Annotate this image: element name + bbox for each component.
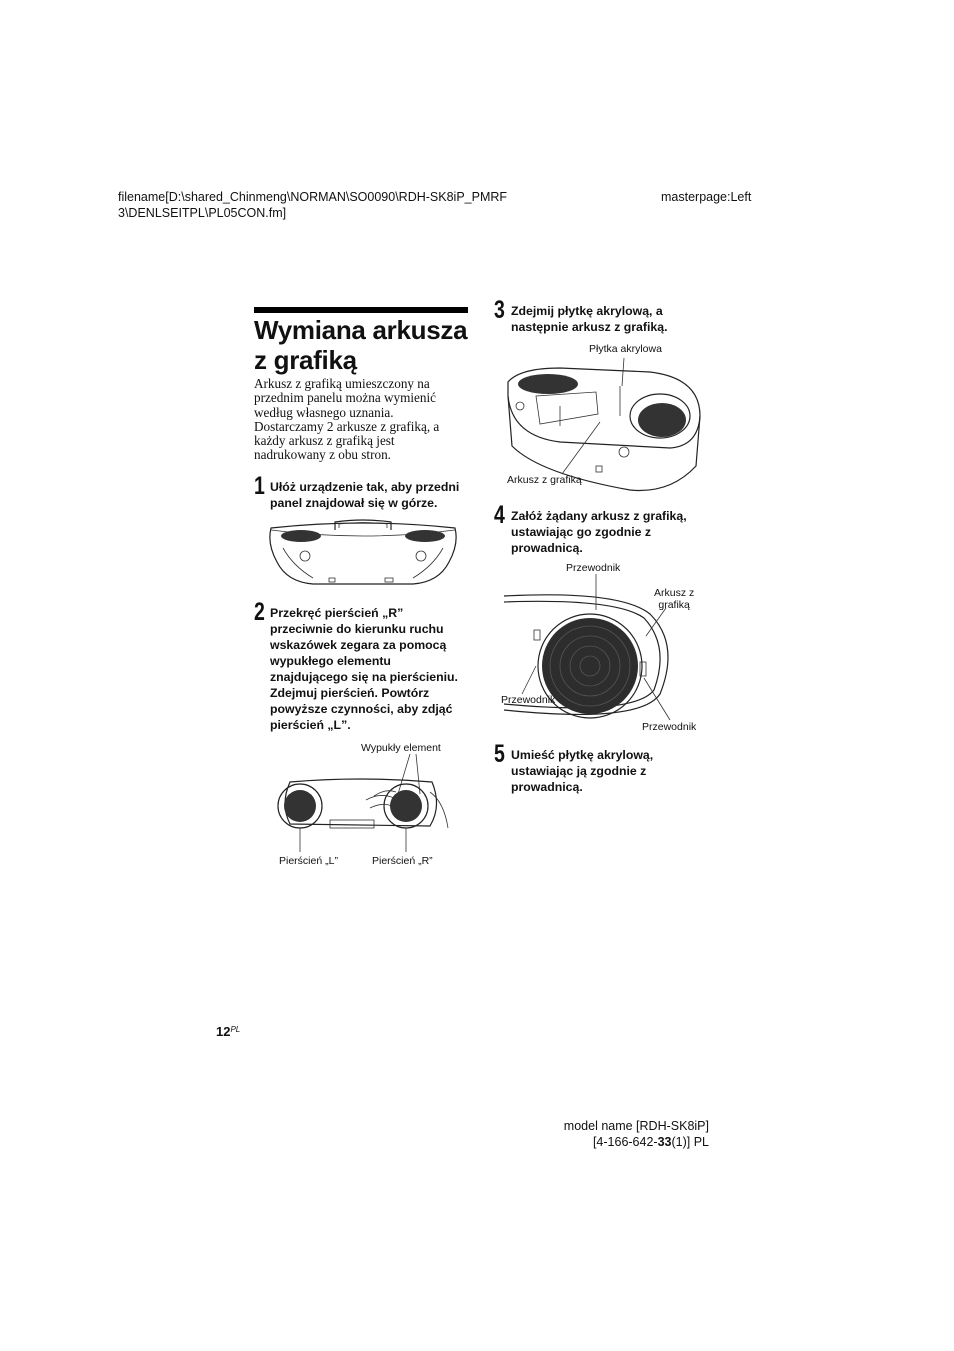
intro-line: Dostarczamy 2 arkusze z grafiką, a — [254, 418, 440, 434]
step-2-line: powyższe czynności, aby zdjąć — [270, 702, 453, 716]
step-1-number: 1 — [254, 472, 265, 500]
caption-sheet-line: grafiką — [658, 599, 690, 611]
step-2-number: 2 — [254, 598, 265, 626]
model-info — [540, 1118, 709, 1150]
page-language: PL — [230, 1025, 241, 1034]
step-3-line: Zdejmij płytkę akrylową, a — [511, 304, 663, 318]
caption-ring-l: Pierścień „L” — [279, 855, 338, 867]
intro-line: według własnego uznania. — [254, 404, 394, 420]
step-5-line: prowadnicą. — [511, 780, 583, 794]
title-line-1: Wymiana arkusza — [254, 315, 468, 345]
step-4-line: prowadnicą. — [511, 541, 583, 555]
caption-raised-element: Wypukły element — [361, 742, 441, 754]
caption-guide-left: Przewodnik — [501, 694, 556, 706]
step-1-line: panel znajdował się w górze. — [270, 496, 438, 510]
model-code — [540, 1134, 709, 1150]
title-line-2: z grafiką — [254, 345, 357, 375]
step-5-line: ustawiając ją zgodnie z — [511, 764, 647, 778]
step-5-text — [511, 747, 721, 795]
step-2-line: Przekręć pierścień „R” — [270, 606, 404, 620]
file-path — [118, 189, 507, 221]
step-5-number: 5 — [494, 740, 505, 768]
step-2-line: wskazówek zegara za pomocą — [270, 638, 447, 652]
model-code-bold: 33 — [657, 1135, 672, 1149]
file-path-line1: filename[D:\shared_Chinmeng\NORMAN\SO0090\RDH-SK8iP_PMRF — [118, 190, 508, 204]
masterpage-label: masterpage:Left — [661, 190, 752, 204]
step-2-line: wypukłego elementu — [270, 654, 391, 668]
step-3-number: 3 — [494, 296, 505, 324]
step-3-text — [511, 303, 721, 335]
intro-line: przednim panelu można wymienić — [254, 390, 436, 406]
caption-acrylic-plate: Płytka akrylowa — [589, 343, 662, 355]
step-2-line: znajdującego się na pierścieniu. — [270, 670, 458, 684]
step-4-text — [511, 508, 721, 556]
step-1-text — [270, 479, 475, 511]
intro-line: nadrukowany z obu stron. — [254, 447, 391, 463]
file-path-line2: 3\DENLSEITPL\PL05CON.fm] — [118, 206, 287, 220]
page-number — [216, 1024, 240, 1039]
model-code-prefix: [4-166-642- — [592, 1135, 658, 1149]
caption-graphic-sheet: Arkusz z grafiką — [507, 474, 582, 486]
title-rule — [254, 307, 468, 313]
step-4-line: ustawiając go zgodnie z — [511, 525, 652, 539]
model-code-suffix: (1)] PL — [671, 1135, 709, 1149]
intro-paragraph — [254, 377, 469, 463]
page-number-value: 12 — [216, 1024, 231, 1039]
step-4-number: 4 — [494, 501, 505, 529]
step-2-line: pierścień „L”. — [270, 718, 351, 732]
step-3-line: następnie arkusz z grafiką. — [511, 320, 668, 334]
ring-removal-illustration — [270, 752, 460, 856]
caption-guide-top: Przewodnik — [566, 562, 621, 574]
step-2-text — [270, 605, 475, 733]
device-front-illustration — [263, 518, 463, 590]
sheet-guide-illustration — [500, 574, 680, 734]
step-4-line: Załóż żądany arkusz z grafiką, — [511, 509, 687, 523]
page-title — [254, 315, 484, 375]
step-2-line: Zdejmuj pierścień. Powtórz — [270, 686, 430, 700]
intro-line: każdy arkusz z grafiką jest — [254, 433, 395, 449]
caption-guide-right: Przewodnik — [642, 721, 697, 733]
step-2-line: przeciwnie do kierunku ruchu — [270, 622, 444, 636]
intro-line: Arkusz z grafiką umieszczony na — [254, 376, 430, 391]
caption-sheet-line: Arkusz z — [654, 587, 695, 599]
step-5-line: Umieść płytkę akrylową, — [511, 748, 654, 762]
caption-ring-r: Pierścień „R” — [372, 855, 433, 867]
model-name: model name [RDH-SK8iP] — [563, 1119, 709, 1133]
step-1-line: Ułóż urządzenie tak, aby przedni — [270, 480, 460, 494]
